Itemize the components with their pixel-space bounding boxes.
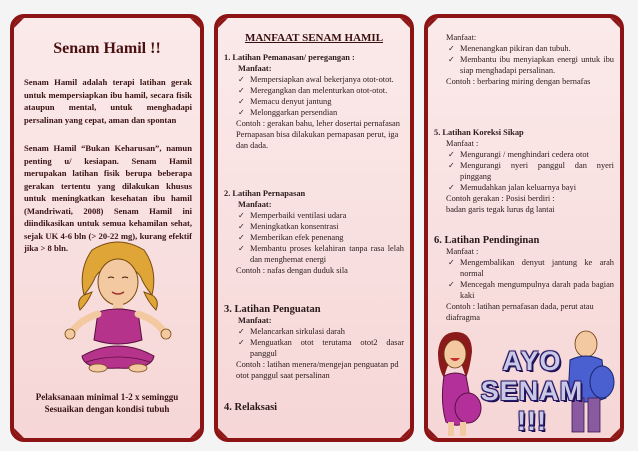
list-item: ✓ Mengurangi nyeri panggul dan nyeri pinggang: [448, 160, 614, 182]
footer-line-2: Sesuaikan dengan kondisi tubuh: [44, 404, 170, 414]
corner-decoration: [186, 14, 204, 32]
section-example: badan garis tegak lurus dg lantai: [446, 205, 555, 214]
ayo-senam-banner: [472, 346, 592, 436]
list-item: ✓ Memberikan efek penenang: [238, 232, 404, 243]
corner-decoration: [396, 424, 414, 442]
list-item: ✓ Melonggarkan persendian: [238, 107, 404, 118]
section-example: Contoh gerakan : Posisi berdiri :: [446, 194, 555, 203]
section-relaxation-benefits: [434, 32, 614, 87]
section-posture: [434, 127, 614, 215]
section-example: Contoh : latihan pernafasan dada, perut atau diafragma: [446, 302, 594, 322]
intro-paragraph-2: Senam Hamil “Bukan Keharusan”, namun penting u/ kesiapan. Senam Hamil merupakan latihan fisik berupa beberapa gerakan tertentu yang dilakukan khusus untuk meningkatkan kesehatan ibu hamil (Mandriwati, 2008) Senam Hamil ini diindikasikan untuk semua kehamilan sehat, sejak UK 4-6 bln (> 20-22 mg), kurang efektif jika > 8 bln.: [24, 143, 192, 253]
section-title: 2. Latihan Pernapasan: [224, 189, 306, 198]
intro-title: Senam Hamil !!: [53, 40, 161, 57]
corner-decoration: [214, 14, 232, 32]
intro-footer: [20, 391, 194, 415]
section-cooldown: [434, 235, 614, 323]
meditating-woman-illustration: [62, 240, 174, 387]
section-subtitle: Manfaat:: [446, 33, 477, 42]
corner-decoration: [186, 424, 204, 442]
banner-line-2: SENAM: [480, 376, 584, 406]
list-item: ✓ Menenangkan pikiran dan tubuh.: [448, 43, 614, 54]
list-item: ✓ Melancarkan sirkulasi darah: [238, 326, 404, 337]
list-item: ✓ Memacu denyut jantung: [238, 96, 404, 107]
section-title: 1. Latihan Pemanasan/ peregangan :: [224, 53, 355, 62]
list-item: ✓ Mencegah mengumpulnya darah pada bagian kaki: [448, 279, 614, 301]
section-warmup: [224, 52, 404, 151]
list-item: ✓ Membantu ibu menyiapkan energi untuk ibu siap menghadapi persalinan.: [448, 54, 614, 76]
section-example: Contoh : latihan menera/mengejan penguatan pd otot panggul saat persalinan: [236, 360, 399, 380]
panel-intro: [10, 14, 204, 442]
panel-benefits-continued: [424, 14, 624, 442]
corner-decoration: [10, 424, 28, 442]
corner-decoration: [424, 14, 442, 32]
panel-benefits: [214, 14, 414, 442]
list-item: ✓ Mengembalikan denyut jantung ke arah normal: [448, 257, 614, 279]
list-item: ✓ Membantu proses kelahiran tanpa rasa lelah dan menghemat energi: [238, 243, 404, 265]
section-example: Contoh : gerakan bahu, leher dosertai pernafasan: [236, 119, 400, 128]
corner-decoration: [606, 14, 624, 32]
corner-decoration: [396, 14, 414, 32]
section-example: Contoh : berbaring miring dengan bernafas: [446, 77, 591, 86]
section-title: 5. Latihan Koreksi Sikap: [434, 128, 524, 137]
corner-decoration: [214, 424, 232, 442]
list-item: ✓ Mempersiapkan awal bekerjanya otot-otot.: [238, 74, 404, 85]
section-strengthening: [224, 304, 404, 381]
section-note: Pernapasan bisa dilakukan pernapasan perut, iga dan dada.: [236, 130, 399, 150]
intro-paragraph-1: Senam Hamil adalah terapi latihan gerak untuk mempersiapkan ibu hamil, secara fisik ataupun mental, untuk menghadapi persalinan yang cepat, aman dan spontan: [24, 77, 192, 125]
banner-line-3: !!!: [517, 406, 547, 436]
section-example: Contoh : nafas dengan duduk sila: [236, 266, 348, 275]
benefits-title: MANFAAT SENAM HAMIL: [244, 32, 384, 44]
list-item: ✓ Memperbaiki ventilasi udara: [238, 210, 404, 221]
section-subtitle: Manfaat:: [238, 316, 272, 325]
banner-line-1: AYO: [502, 346, 562, 376]
list-item: ✓ Meningkatkan konsentrasi: [238, 221, 404, 232]
list-item: ✓ Mengurangi / menghindari cedera otot: [448, 149, 614, 160]
corner-decoration: [10, 14, 28, 32]
section-subtitle: Manfaat :: [446, 247, 479, 256]
list-item: ✓ Memudahkan jalan keluarnya bayi: [448, 182, 614, 193]
section-subtitle: Manfaat :: [446, 139, 479, 148]
section-subtitle: Manfaat:: [238, 200, 272, 209]
section-title: 6. Latihan Pendinginan: [434, 235, 540, 246]
section-title: 4. Relaksasi: [224, 402, 278, 413]
section-breathing: [224, 188, 404, 276]
section-relaxation: [224, 402, 404, 413]
section-subtitle: Manfaat:: [238, 64, 272, 73]
footer-line-1: Pelaksanaan minimal 1-2 x seminggu: [35, 392, 179, 402]
list-item: ✓ Menguatkan otot terutama otot2 dasar panggul: [238, 337, 404, 359]
section-title: 3. Latihan Penguatan: [224, 304, 321, 315]
list-item: ✓ Meregangkan dan melenturkan otot-otot.: [238, 85, 404, 96]
